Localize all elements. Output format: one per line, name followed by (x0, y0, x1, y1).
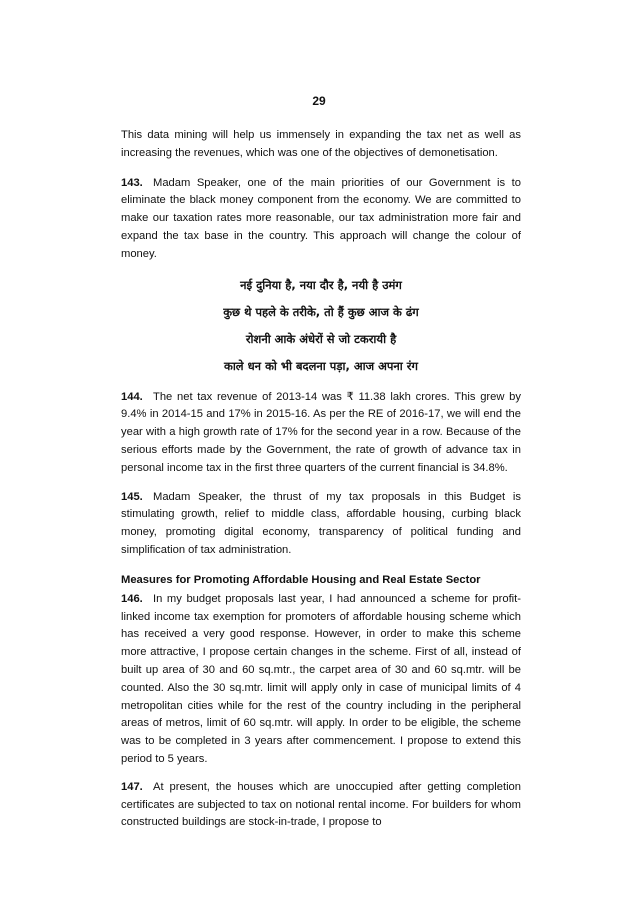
poem-line: रोशनी आके अंधेरों से जो टकरायी है (245, 331, 397, 346)
intro-paragraph: This data mining will help us immensely in expanding the tax net as well as increasing the revenues, which was one of the objectives of demonetisation. (121, 129, 521, 159)
paragraph-number: 144. (121, 390, 143, 403)
paragraph-143 (121, 175, 521, 264)
poem-line: नई दुनिया है, नया दौर है, नयी है उमंग (240, 277, 402, 292)
paragraph-text: In my budget proposals last year, I had announced a scheme for profit-linked income tax exemption for promoters of affordable housing scheme which has received a very good response. However, in order to make this scheme more attractive, I propose certain changes in the scheme. First of all, instead of built up area of 30 and 60 sq.mtr., the carpet area of 30 and 60 sq.mtr. will be counted. Also the 30 sq.mtr. limit will apply only in case of municipal limits of 4 metropolitan cities while for the rest of the country including in the peripheral areas of metros, limit of 60 sq.mtr. will apply. In order to be eligible, the scheme was to be completed in 3 years after commencement. I propose to extend this period to 5 years. (121, 592, 521, 765)
paragraph-text: The net tax revenue of 2013-14 was ₹ 11.38 lakh crores. This grew by 9.4% in 2014-15 and 17% in 2015-16. As per the RE of 2016-17, we will end the year with a high growth rate of 17% for the second year in a row. Because of the serious efforts made by the Government, the rate of growth of advance tax in personal income tax in the first three quarters of the current financial is 34.8%. (121, 390, 521, 474)
poem-line: कुछ थे पहले के तरीके, तो हैं कुछ आज के ढंग (223, 304, 419, 319)
paragraph-text: At present, the houses which are unoccupied after getting completion certificates are subjected to tax on notional rental income. For builders for whom constructed buildings are stock-in-trade, I propose to (121, 780, 521, 829)
paragraph-number: 143. (121, 176, 143, 189)
paragraph-145 (121, 489, 521, 560)
section-heading: Measures for Promoting Affordable Housing and Real Estate Sector (121, 573, 481, 586)
paragraph-146 (121, 591, 521, 769)
paragraph-text: Madam Speaker, the thrust of my tax proposals in this Budget is stimulating growth, relief to middle class, affordable housing, curbing black money, promoting digital economy, transparency of political funding and simplification of tax administration. (121, 490, 521, 556)
paragraph-144 (121, 389, 521, 478)
paragraph-text: Madam Speaker, one of the main priorities of our Government is to eliminate the black money component from the economy. We are committed to make our taxation rates more reasonable, our tax administration more fair and expand the tax base in the country. This approach will change the colour of money. (121, 176, 521, 260)
paragraph-147 (121, 779, 521, 832)
paragraph-number: 147. (121, 780, 143, 793)
page-number: 29 (312, 94, 326, 108)
hindi-couplet (121, 275, 521, 377)
poem-line: काले धन को भी बदलना पड़ा, आज अपना रंग (224, 358, 418, 373)
document-body (121, 127, 521, 843)
paragraph-number: 145. (121, 490, 143, 503)
paragraph-number: 146. (121, 592, 143, 605)
